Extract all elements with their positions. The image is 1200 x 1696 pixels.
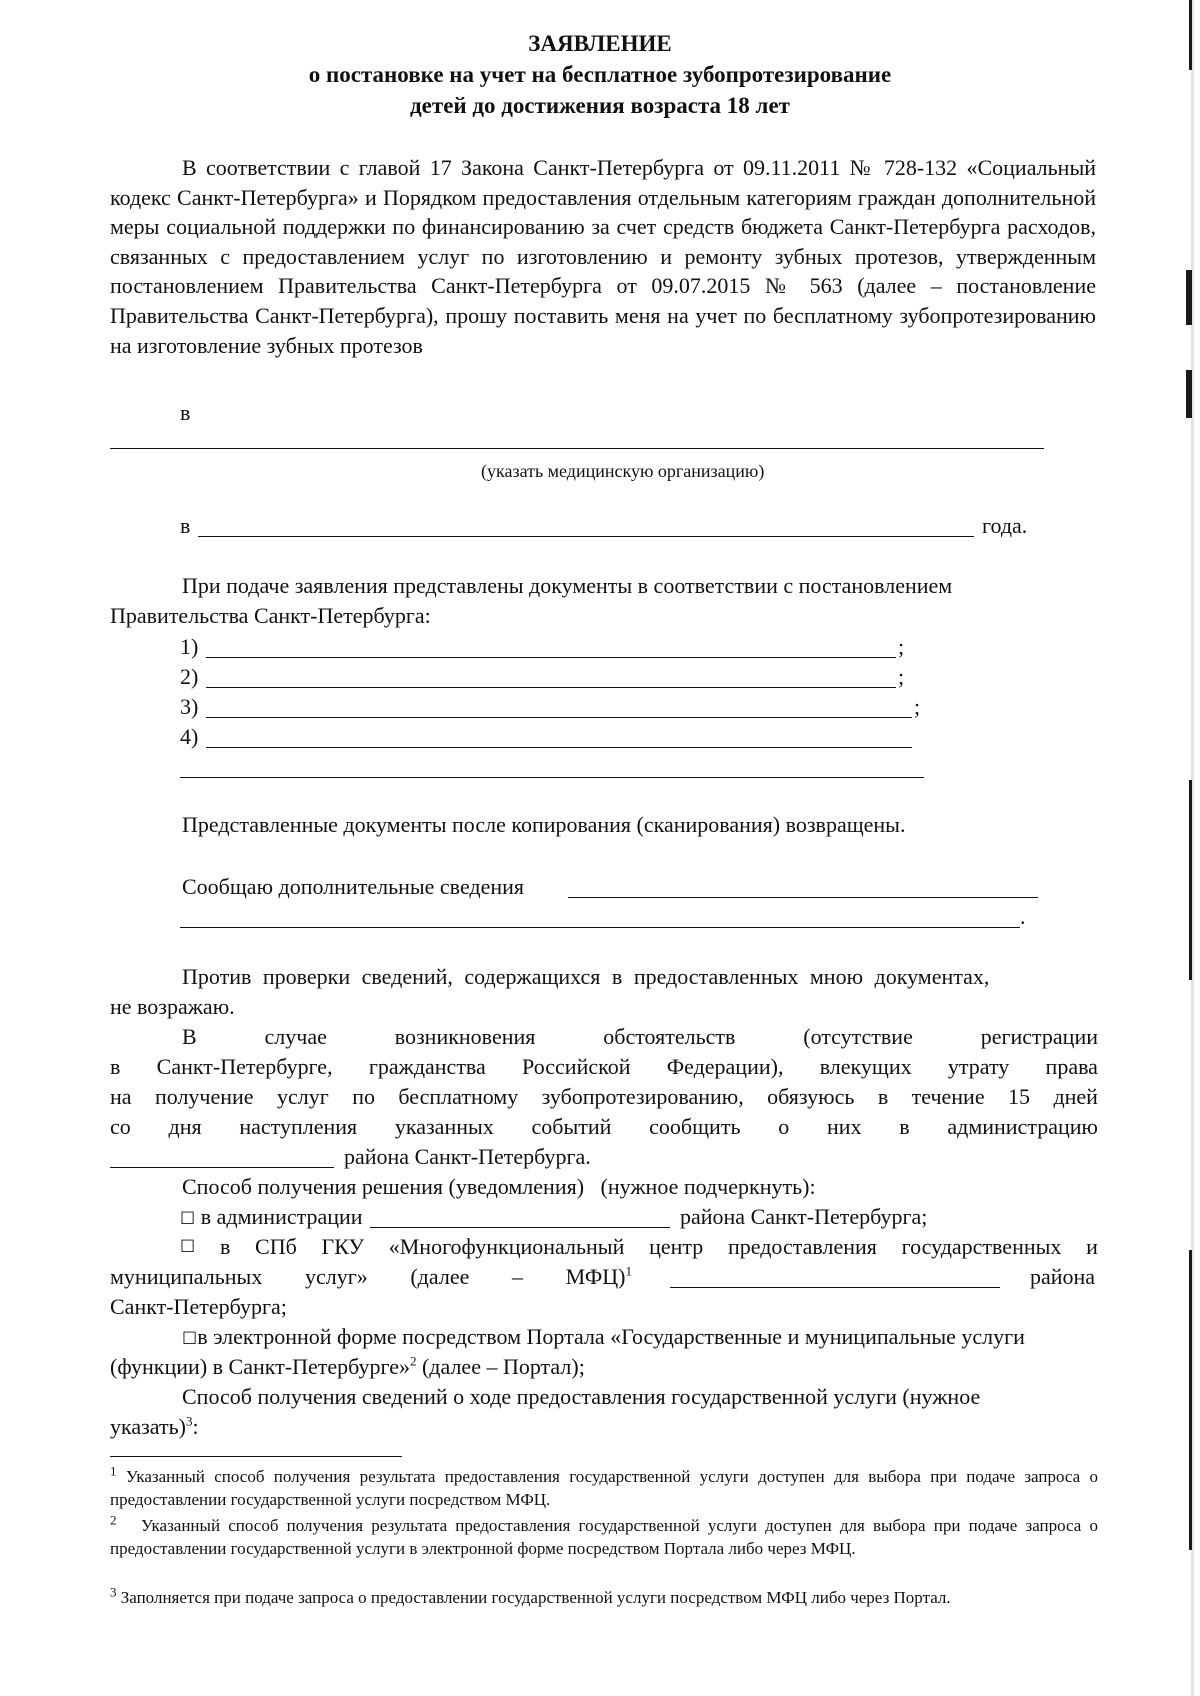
additional-info-field[interactable] xyxy=(180,927,1020,928)
word xyxy=(566,1263,632,1291)
word: предоставления xyxy=(727,1234,877,1259)
decision-option-mfc[interactable] xyxy=(180,1233,1098,1261)
word: гражданства xyxy=(368,1054,486,1079)
administration-suffix: района Санкт-Петербурга; xyxy=(680,1204,928,1229)
word: обстоятельств xyxy=(603,1024,736,1049)
word: – xyxy=(511,1264,523,1289)
word: них xyxy=(826,1114,862,1139)
documents-intro: При подаче заявления представлены документы в соответствии с постановлением xyxy=(182,573,953,598)
word: (отсутствие xyxy=(803,1024,913,1049)
footnote-ref[interactable]: 3 xyxy=(185,1413,193,1429)
word: права xyxy=(1045,1054,1098,1079)
document-item-end: ; xyxy=(898,634,905,659)
word: центр xyxy=(649,1234,704,1259)
word: в xyxy=(110,1054,121,1079)
word: Санкт-Петербурге, xyxy=(156,1054,333,1079)
scan-mark xyxy=(1186,270,1192,325)
document-item-field[interactable] xyxy=(206,657,896,658)
word: Российской xyxy=(522,1054,631,1079)
additional-info-field[interactable] xyxy=(568,897,1038,898)
word: и xyxy=(1086,1234,1098,1259)
footnote xyxy=(110,1512,1103,1560)
additional-info-end: . xyxy=(1020,904,1026,929)
word: дней xyxy=(1053,1084,1098,1109)
obligation-line-3 xyxy=(110,1083,1098,1111)
footnote-text: Указанный способ получения результата предоставления государственной услуги доступен для выбора при подаче запроса о предоставлении государственной услуги посредством МФЦ. xyxy=(110,1467,1098,1509)
word: течение xyxy=(911,1084,985,1109)
checkbox-icon[interactable]: ☐ xyxy=(180,1209,196,1229)
word: СПб xyxy=(255,1234,297,1259)
footnote xyxy=(110,1465,1098,1511)
footnote-mark: 3 xyxy=(110,1584,117,1600)
mfc-district-suffix: района xyxy=(1030,1264,1096,1289)
obligation-line-4 xyxy=(110,1113,1098,1141)
documents-intro: Правительства Санкт-Петербурга: xyxy=(110,603,431,628)
year-field[interactable] xyxy=(198,536,974,537)
word: администрацию xyxy=(947,1114,1098,1139)
document-item-number: 2) xyxy=(180,664,199,689)
documents-returned: Представленные документы после копирования (сканирования) возвращены. xyxy=(182,812,906,837)
footnote-mark: 2 xyxy=(110,1512,117,1528)
word: 15 xyxy=(1008,1084,1031,1109)
document-title: ЗАЯВЛЕНИЕ xyxy=(528,31,672,56)
word: о xyxy=(778,1114,790,1139)
document-item-number: 4) xyxy=(180,724,199,749)
word: муниципальных xyxy=(110,1264,263,1289)
medical-organization-field[interactable] xyxy=(110,448,1044,449)
checkbox-icon[interactable]: ☐ xyxy=(182,1329,198,1349)
administration-district-field[interactable] xyxy=(370,1227,670,1228)
footnote xyxy=(110,1586,1098,1609)
word: услуг» xyxy=(304,1264,368,1289)
no-objection-line: Против проверки сведений, содержащихся в предоставленных мною документах, xyxy=(182,964,990,989)
word: зубопротезированию, xyxy=(541,1084,744,1109)
progress-text: указать) xyxy=(110,1414,186,1439)
in-label: в xyxy=(180,400,191,425)
footnote-text: Заполняется при подаче запроса о предоставлении государственной услуги посредством МФЦ либо через Портал. xyxy=(116,1588,951,1607)
word: «Многофункциональный xyxy=(388,1234,625,1259)
document-subtitle: о постановке на учет на бесплатное зубопротезирование xyxy=(308,62,892,87)
year-suffix: года. xyxy=(982,513,1028,538)
no-objection-text xyxy=(182,963,1098,991)
no-objection-text: не возражаю. xyxy=(110,994,235,1019)
word: в xyxy=(219,1234,231,1259)
word: ГКУ xyxy=(321,1234,365,1259)
word: сообщить xyxy=(649,1114,741,1139)
word: (далее xyxy=(410,1264,470,1289)
document-item-end: ; xyxy=(898,664,905,689)
word: по xyxy=(352,1084,375,1109)
district-administration-field[interactable] xyxy=(110,1167,334,1168)
word: случае xyxy=(264,1024,327,1049)
word: получение xyxy=(154,1084,254,1109)
document-item-number: 1) xyxy=(180,634,199,659)
additional-info-label: Сообщаю дополнительные сведения xyxy=(182,874,525,899)
decision-option-administration[interactable] xyxy=(180,1203,363,1233)
word: возникновения xyxy=(394,1024,536,1049)
document-item-end: ; xyxy=(914,694,921,719)
progress-text: : xyxy=(192,1414,199,1439)
word: обязуюсь xyxy=(767,1084,855,1109)
medical-organization-caption: (указать медицинскую организацию) xyxy=(481,461,765,481)
word: влекущих xyxy=(819,1054,912,1079)
word: В xyxy=(182,1024,197,1049)
document-item-number: 3) xyxy=(180,694,199,719)
footnote-mark: 1 xyxy=(110,1463,117,1479)
portal-line-2 xyxy=(110,1353,585,1381)
document-item-field[interactable] xyxy=(206,687,896,688)
scan-mark xyxy=(1189,780,1192,980)
word: в xyxy=(877,1084,889,1109)
word: дня xyxy=(168,1114,202,1139)
word: наступления xyxy=(239,1114,358,1139)
word: событий xyxy=(531,1114,612,1139)
mfc-district-field[interactable] xyxy=(670,1287,1000,1288)
administration-label: в администрации xyxy=(200,1204,363,1229)
mfc-line-3: Санкт-Петербурга; xyxy=(110,1294,287,1319)
scan-mark xyxy=(1186,370,1192,418)
word: регистрации xyxy=(980,1024,1098,1049)
word: на xyxy=(110,1084,132,1109)
word: бесплатному xyxy=(398,1084,519,1109)
checkbox-icon[interactable]: ☐ xyxy=(180,1237,196,1257)
decision-method-label: Способ получения решения (уведомления) (нужное подчеркнуть): xyxy=(182,1174,816,1199)
word: утрату xyxy=(947,1054,1010,1079)
progress-method-label: Способ получения сведений о ходе предоставления государственной услуги (нужное xyxy=(182,1384,981,1409)
word: государственных xyxy=(901,1234,1062,1259)
word: услуг xyxy=(277,1084,329,1109)
mfc-abbr: МФЦ) xyxy=(565,1264,626,1289)
document-subtitle: детей до достижения возраста 18 лет xyxy=(410,93,790,118)
obligation-line-2 xyxy=(110,1053,1098,1081)
footnote-separator xyxy=(110,1456,402,1457)
obligation-end: района Санкт-Петербурга. xyxy=(344,1144,591,1169)
word: со xyxy=(110,1114,131,1139)
portal-text: (функции) в Санкт-Петербурге» xyxy=(110,1354,410,1379)
intro-paragraph: В соответствии с главой 17 Закона Санкт-Петербурга от 09.11.2011 № 728-132 «Социальный кодекс Санкт-Петербурга» и Порядком предоставления отдельным категориям граждан дополнительной меры социальной поддержки по финансированию за счет средств бюджета Санкт-Петербурга расходов, связанных с предоставлением услуг по изготовлению и ремонту зубных протезов, утвержденным постановлением Правительства Санкт-Петербурга от 09.07.2015 № 563 (далее – постановление Правительства Санкт-Петербурга), прошу поставить меня на учет по бесплатному зубопротезированию на изготовление зубных протезов xyxy=(110,155,1096,358)
portal-text: (далее – Портал); xyxy=(416,1354,585,1379)
word: Федерации), xyxy=(666,1054,784,1079)
scan-mark xyxy=(1189,1250,1192,1550)
footnote-text: Указанный способ получения результата предоставления государственной услуги доступен для выбора при подаче запроса о предоставлении государственной услуги в электронной форме посредством Портала либо через МФЦ. xyxy=(110,1516,1103,1558)
footnote-ref[interactable]: 2 xyxy=(409,1353,417,1369)
document-extra-field[interactable] xyxy=(180,777,924,778)
portal-label: в электронной форме посредством Портала «Государственные и муниципальные услуги xyxy=(197,1324,1025,1349)
document-item-field[interactable] xyxy=(206,717,912,718)
word: указанных xyxy=(394,1114,494,1139)
obligation-line-1 xyxy=(182,1023,1098,1051)
word: в xyxy=(899,1114,910,1139)
mfc-line-2 xyxy=(110,1263,632,1291)
document-item-field[interactable] xyxy=(206,747,912,748)
progress-method-label xyxy=(110,1413,199,1441)
year-in-label: в xyxy=(180,513,191,538)
footnote-ref[interactable]: 1 xyxy=(625,1263,632,1279)
decision-option-portal[interactable] xyxy=(182,1323,1025,1353)
